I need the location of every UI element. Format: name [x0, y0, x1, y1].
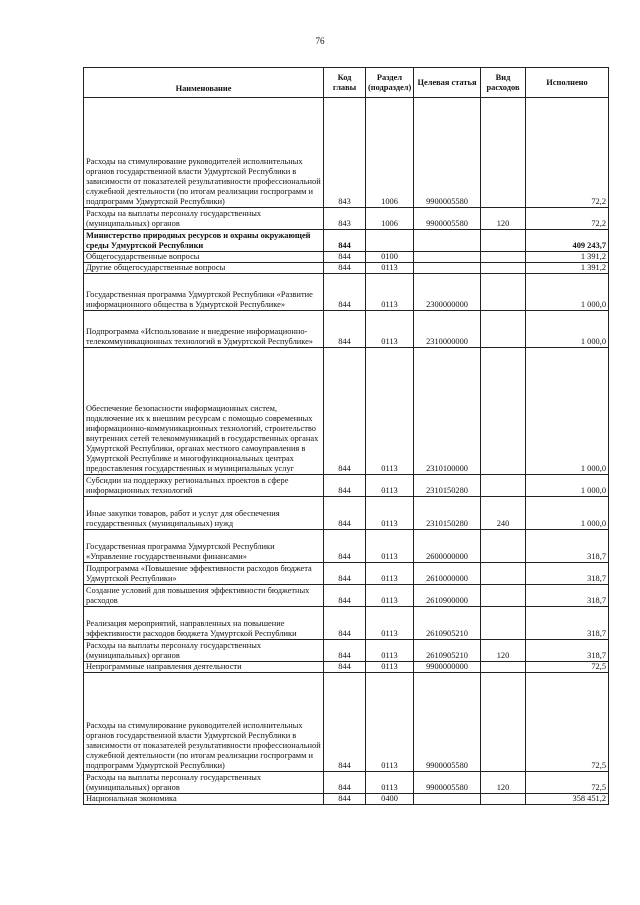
page-number: 76 — [315, 36, 325, 46]
cell-executed: 1 391,2 — [526, 263, 609, 274]
cell-expense-type — [481, 230, 526, 252]
cell-section: 0100 — [366, 252, 414, 263]
cell-expense-type: 240 — [481, 497, 526, 530]
cell-code: 844 — [324, 640, 366, 662]
cell-section: 0113 — [366, 348, 414, 475]
cell-expense-type — [481, 475, 526, 497]
cell-expense-type — [481, 585, 526, 607]
cell-code: 843 — [324, 98, 366, 208]
cell-code: 844 — [324, 348, 366, 475]
cell-target: 2310150280 — [414, 475, 481, 497]
table-row — [84, 252, 609, 263]
cell-section: 1006 — [366, 98, 414, 208]
cell-code: 843 — [324, 208, 366, 230]
cell-section: 0113 — [366, 274, 414, 311]
cell-target — [414, 252, 481, 263]
cell-target: 2610000000 — [414, 563, 481, 585]
table-row — [84, 530, 609, 563]
cell-name: Государственная программа Удмуртской Республики «Управление государственными финансами» — [84, 530, 324, 563]
cell-code: 844 — [324, 673, 366, 772]
cell-expense-type: 120 — [481, 208, 526, 230]
cell-code: 844 — [324, 530, 366, 563]
cell-code: 844 — [324, 662, 366, 673]
cell-code: 844 — [324, 794, 366, 805]
header-section: Раздел (подраздел) — [366, 68, 414, 98]
cell-name: Создание условий для повышения эффективности бюджетных расходов — [84, 585, 324, 607]
cell-code: 844 — [324, 252, 366, 263]
cell-target: 9900005580 — [414, 98, 481, 208]
cell-executed: 358 451,2 — [526, 794, 609, 805]
cell-name: Расходы на стимулирование руководителей исполнительных органов государственной власти Удмуртской Республики в зависимости от показателей результативности профессиональной служебной деятельности (по итогам реализации госпрограмм и подпрограмм Удмуртской Республики) — [84, 673, 324, 772]
table-row — [84, 662, 609, 673]
header-name: Наименование — [84, 68, 324, 98]
cell-code: 844 — [324, 585, 366, 607]
cell-section: 0113 — [366, 607, 414, 640]
cell-section: 0113 — [366, 673, 414, 772]
cell-expense-type — [481, 673, 526, 772]
cell-expense-type — [481, 348, 526, 475]
cell-code: 844 — [324, 230, 366, 252]
table-header-row — [84, 68, 609, 98]
cell-executed: 409 243,7 — [526, 230, 609, 252]
cell-executed: 318,7 — [526, 530, 609, 563]
cell-code: 844 — [324, 772, 366, 794]
cell-code: 844 — [324, 274, 366, 311]
cell-code: 844 — [324, 475, 366, 497]
table-row — [84, 772, 609, 794]
table-row — [84, 311, 609, 348]
cell-section: 0113 — [366, 475, 414, 497]
table-row — [84, 230, 609, 252]
cell-name: Подпрограмма «Использование и внедрение информационно-телекоммуникационных технологий в Удмуртской Республике» — [84, 311, 324, 348]
cell-executed: 72,5 — [526, 673, 609, 772]
cell-executed: 318,7 — [526, 585, 609, 607]
cell-name: Другие общегосударственные вопросы — [84, 263, 324, 274]
header-expense-type: Вид расходов — [481, 68, 526, 98]
cell-name: Министерство природных ресурсов и охраны окружающей среды Удмуртской Республики — [84, 230, 324, 252]
cell-executed: 318,7 — [526, 607, 609, 640]
cell-expense-type — [481, 274, 526, 311]
cell-target: 2310000000 — [414, 311, 481, 348]
cell-expense-type — [481, 98, 526, 208]
cell-executed: 1 391,2 — [526, 252, 609, 263]
table-row — [84, 98, 609, 208]
cell-expense-type — [481, 263, 526, 274]
cell-target: 9900005580 — [414, 673, 481, 772]
cell-expense-type — [481, 662, 526, 673]
cell-target: 2300000000 — [414, 274, 481, 311]
table-body — [84, 98, 609, 805]
cell-expense-type — [481, 794, 526, 805]
cell-executed: 318,7 — [526, 640, 609, 662]
cell-executed: 72,2 — [526, 208, 609, 230]
cell-expense-type — [481, 607, 526, 640]
cell-section — [366, 230, 414, 252]
cell-executed: 1 000,0 — [526, 497, 609, 530]
cell-section: 1006 — [366, 208, 414, 230]
cell-code: 844 — [324, 311, 366, 348]
cell-section: 0113 — [366, 311, 414, 348]
cell-name: Обеспечение безопасности информационных систем, подключение их к внешним ресурсам с помощью современных информационно-коммуникационных технологий, строительство внутренних сетей телекоммуникаций в государственных органах Удмуртской Республики, органах местного самоуправления в Удмуртской Республике и многофункциональных центрах предоставления государственных и муниципальных услуг — [84, 348, 324, 475]
cell-target: 2310150280 — [414, 497, 481, 530]
cell-target: 9900005580 — [414, 208, 481, 230]
cell-expense-type — [481, 311, 526, 348]
table-row — [84, 607, 609, 640]
table-row — [84, 208, 609, 230]
cell-name: Общегосударственные вопросы — [84, 252, 324, 263]
cell-executed: 318,7 — [526, 563, 609, 585]
cell-section: 0113 — [366, 772, 414, 794]
cell-target — [414, 230, 481, 252]
table-row — [84, 497, 609, 530]
table-row — [84, 563, 609, 585]
header-code: Код главы — [324, 68, 366, 98]
cell-section: 0400 — [366, 794, 414, 805]
cell-expense-type — [481, 563, 526, 585]
table-row — [84, 274, 609, 311]
table-row — [84, 640, 609, 662]
cell-name: Государственная программа Удмуртской Республики «Развитие информационного общества в Удмуртской Республике» — [84, 274, 324, 311]
cell-target: 2310100000 — [414, 348, 481, 475]
cell-section: 0113 — [366, 530, 414, 563]
cell-expense-type: 120 — [481, 640, 526, 662]
cell-section: 0113 — [366, 497, 414, 530]
cell-target: 2610905210 — [414, 607, 481, 640]
cell-name: Расходы на выплаты персоналу государственных (муниципальных) органов — [84, 208, 324, 230]
cell-expense-type — [481, 252, 526, 263]
cell-section: 0113 — [366, 640, 414, 662]
cell-name: Расходы на выплаты персоналу государственных (муниципальных) органов — [84, 640, 324, 662]
cell-name: Расходы на выплаты персоналу государственных (муниципальных) органов — [84, 772, 324, 794]
cell-code: 844 — [324, 607, 366, 640]
cell-name: Подпрограмма «Повышение эффективности расходов бюджета Удмуртской Республики» — [84, 563, 324, 585]
header-executed: Исполнено — [526, 68, 609, 98]
cell-target — [414, 794, 481, 805]
cell-executed: 72,2 — [526, 98, 609, 208]
table-row — [84, 794, 609, 805]
cell-name: Субсидии на поддержку региональных проектов в сфере информационных технологий — [84, 475, 324, 497]
table-row — [84, 475, 609, 497]
cell-executed: 1 000,0 — [526, 475, 609, 497]
cell-code: 844 — [324, 563, 366, 585]
cell-name: Национальная экономика — [84, 794, 324, 805]
cell-name: Расходы на стимулирование руководителей исполнительных органов государственной власти Удмуртской Республики в зависимости от показателей результативности профессиональной служебной деятельности (по итогам реализации госпрограмм и подпрограмм Удмуртской Республики) — [84, 98, 324, 208]
cell-name: Иные закупки товаров, работ и услуг для обеспечения государственных (муниципальных) нужд — [84, 497, 324, 530]
cell-expense-type: 120 — [481, 772, 526, 794]
cell-code: 844 — [324, 263, 366, 274]
cell-target: 2610900000 — [414, 585, 481, 607]
cell-target: 9900005580 — [414, 772, 481, 794]
cell-executed: 1 000,0 — [526, 274, 609, 311]
cell-target: 2600000000 — [414, 530, 481, 563]
table-row — [84, 585, 609, 607]
table-row — [84, 348, 609, 475]
cell-executed: 72,5 — [526, 772, 609, 794]
header-target: Целевая статья — [414, 68, 481, 98]
cell-code: 844 — [324, 497, 366, 530]
cell-name: Реализация мероприятий, направленных на повышение эффективности расходов бюджета Удмуртской Республики — [84, 607, 324, 640]
cell-section: 0113 — [366, 263, 414, 274]
table-row — [84, 673, 609, 772]
cell-section: 0113 — [366, 585, 414, 607]
cell-executed: 72,5 — [526, 662, 609, 673]
table-row — [84, 263, 609, 274]
cell-executed: 1 000,0 — [526, 311, 609, 348]
budget-table — [83, 67, 609, 805]
cell-expense-type — [481, 530, 526, 563]
cell-section: 0113 — [366, 563, 414, 585]
cell-name: Непрограммные направления деятельности — [84, 662, 324, 673]
cell-executed: 1 000,0 — [526, 348, 609, 475]
cell-section: 0113 — [366, 662, 414, 673]
cell-target: 9900000000 — [414, 662, 481, 673]
cell-target: 2610905210 — [414, 640, 481, 662]
cell-target — [414, 263, 481, 274]
